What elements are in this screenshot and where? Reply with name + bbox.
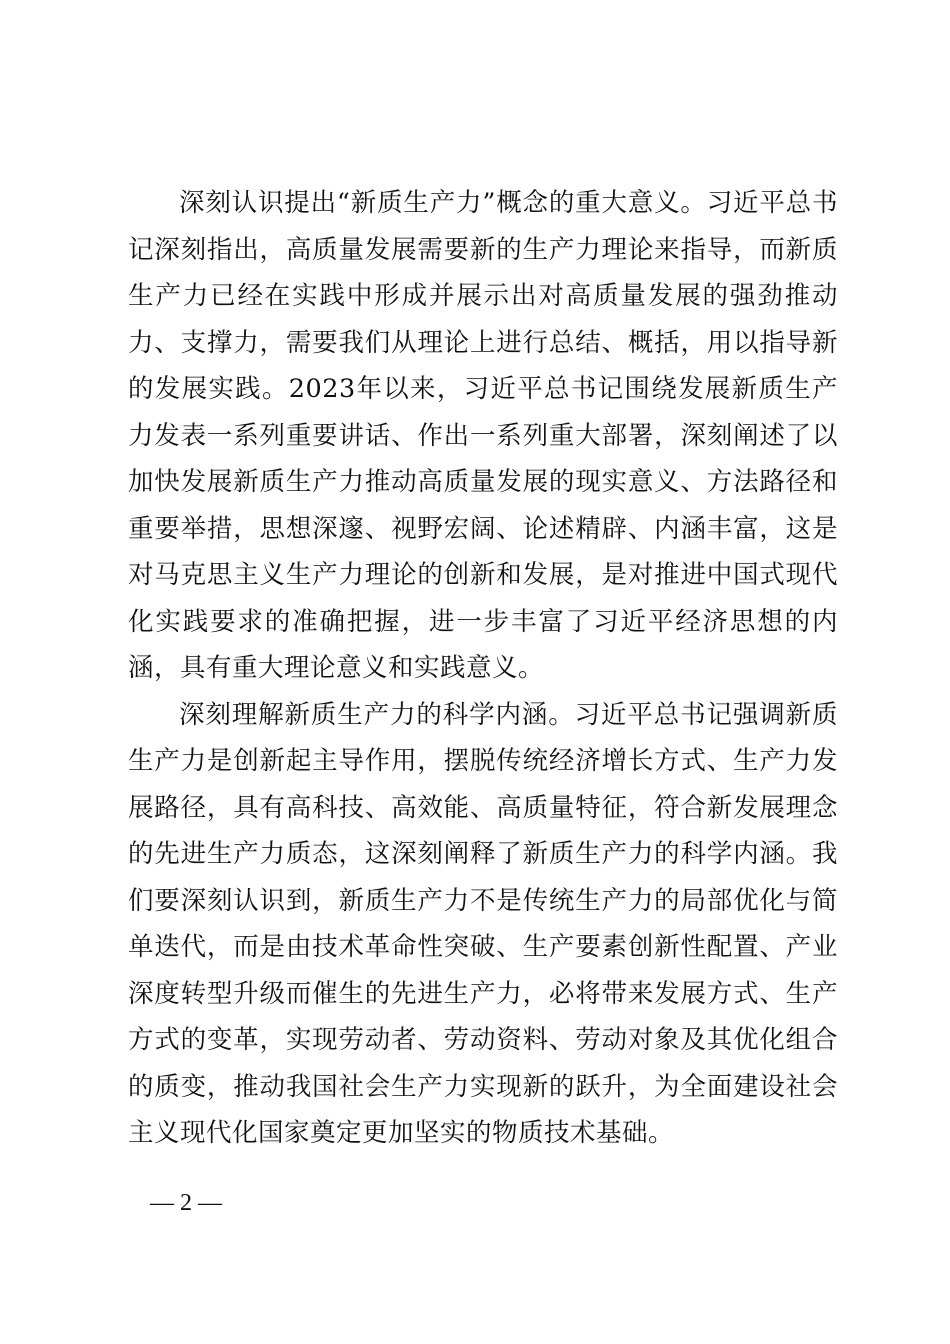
paragraph-text: 深刻认识提出“新质生产力”概念的重大意义。习近平总书记深刻指出，高质量发展需要新的生产力理论来指导，而新质生产力已经在实践中形成并展示出对高质量发展的强劲推动力、支撑力，需要我们从理论上进行总结、概括，用以指导新的发展实践。2023年以来，习近平总书记围绕发展新质生产力发表一系列重要讲话、作出一系列重大部署，深刻阐述了以加快发展新质生产力推动高质量发展的现实意义、方法路径和重要举措，思想深邃、视野宏阔、论述精辟、内涵丰富，这是对马克思主义生产力理论的创新和发展，是对推进中国式现代化实践要求的准确把握，进一步丰富了习近平经济思想的内涵，具有重大理论意义和实践意义。: [128, 188, 838, 683]
page-number: — 2 —: [150, 1190, 222, 1216]
paragraph-significance: [128, 180, 838, 692]
document-body: [128, 180, 838, 1157]
paragraph-text: 深刻理解新质生产力的科学内涵。习近平总书记强调新质生产力是创新起主导作用，摆脱传统经济增长方式、生产力发展路径，具有高科技、高效能、高质量特征，符合新发展理念的先进生产力质态，这深刻阐释了新质生产力的科学内涵。我们要深刻认识到，新质生产力不是传统生产力的局部优化与简单迭代，而是由技术革命性突破、生产要素创新性配置、产业深度转型升级而催生的先进生产力，必将带来发展方式、生产方式的变革，实现劳动者、劳动资料、劳动对象及其优化组合的质变，推动我国社会生产力实现新的跃升，为全面建设社会主义现代化国家奠定更加坚实的物质技术基础。: [128, 699, 838, 1148]
paragraph-connotation: [128, 692, 838, 1157]
